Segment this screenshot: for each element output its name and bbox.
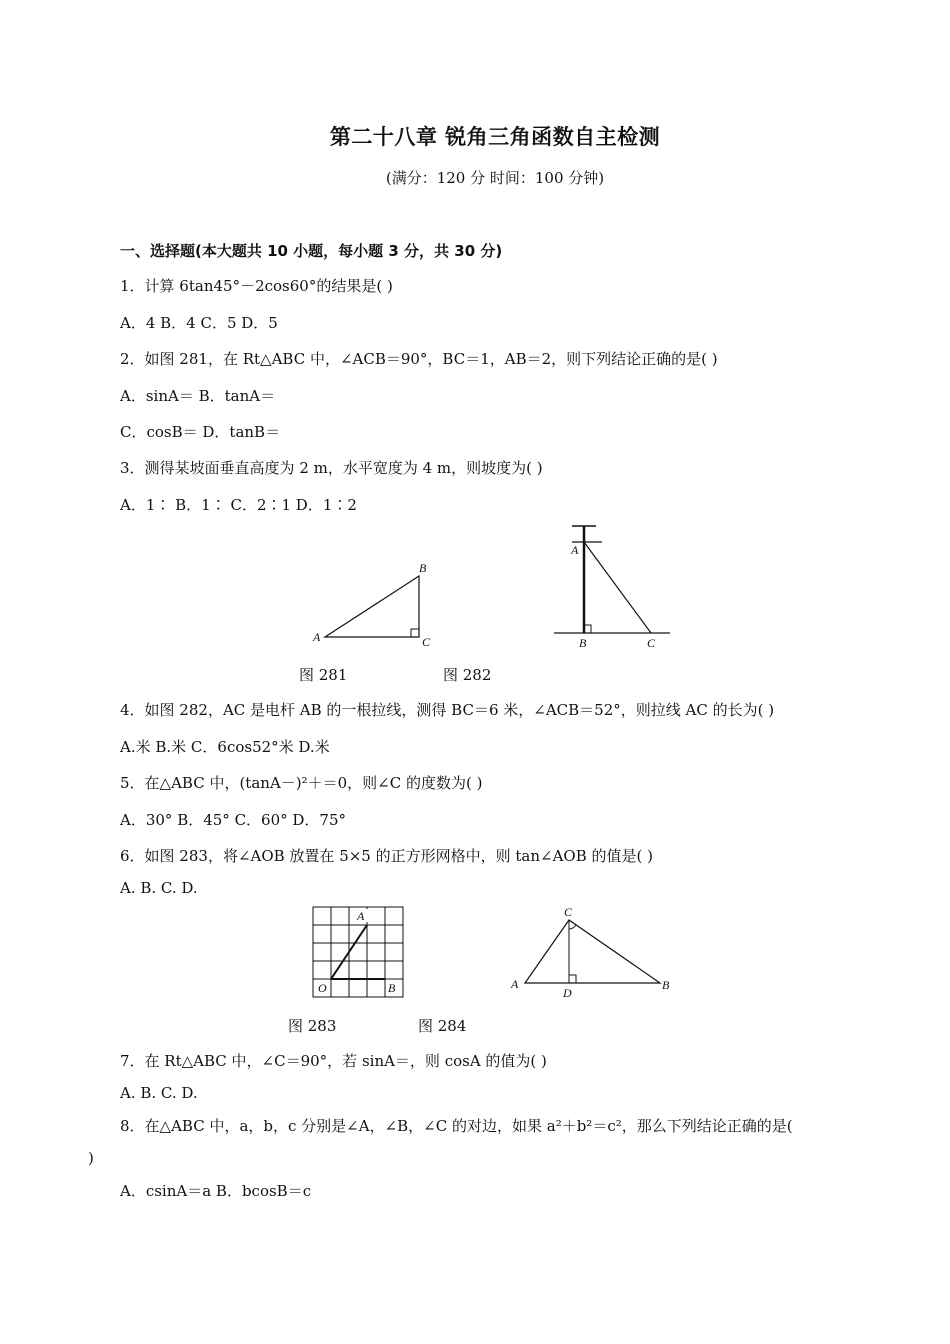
fig282-label-b: B — [579, 636, 587, 650]
fig282-label-a: A — [571, 543, 579, 557]
question-8: 8．在△ABC 中，a，b，c 分别是∠A，∠B，∠C 的对边，如果 a²＋b²＝c²，那么下列结论正确的是( — [120, 1117, 793, 1135]
question-6-options: A. B. C. D. — [120, 879, 198, 897]
figure-284 — [505, 900, 680, 1005]
question-4: 4．如图 282，AC 是电杆 AB 的一根拉线，测得 BC＝6 米，∠ACB＝52°，则拉线 AC 的长为( ) — [120, 701, 775, 719]
fig281-label-b: B — [419, 561, 427, 575]
section-heading: 一、选择题(本大题共 10 小题，每小题 3 分，共 30 分) — [120, 242, 503, 260]
figure-282 — [550, 520, 675, 655]
fig282-label-c: C — [647, 636, 656, 650]
question-5: 5．在△ABC 中，(tanA－)²＋＝0，则∠C 的度数为( ) — [120, 774, 483, 792]
fig284-label-b: B — [662, 978, 670, 992]
question-3: 3．测得某坡面垂直高度为 2 m，水平宽度为 4 m，则坡度为( ) — [120, 459, 543, 477]
fig284-label-c: C — [564, 905, 573, 919]
fig283-label-a: A — [357, 909, 365, 923]
question-2-options-ab: A．sinA＝ B．tanA＝ — [120, 387, 276, 405]
caption-282: 图 282 — [443, 666, 492, 684]
question-7: 7．在 Rt△ABC 中，∠C＝90°，若 sinA＝，则 cosA 的值为( ) — [120, 1052, 547, 1070]
figure-281 — [305, 555, 445, 655]
question-8-options: A．csinA＝a B．bcosB＝c — [120, 1182, 312, 1200]
fig284-label-d: D — [563, 986, 572, 1000]
question-8-bracket: ) — [88, 1149, 94, 1167]
question-2: 2．如图 281，在 Rt△ABC 中，∠ACB＝90°，BC＝1，AB＝2，则下列结论正确的是( ) — [120, 350, 718, 368]
question-5-options: A．30° B．45° C．60° D．75° — [120, 811, 347, 829]
caption-284: 图 284 — [418, 1017, 467, 1035]
question-3-options: A．1∶ B．1∶ C．2∶1 D．1∶2 — [120, 496, 357, 514]
caption-283: 图 283 — [288, 1017, 337, 1035]
figure-283 — [308, 902, 410, 1000]
question-4-options: A.米 B.米 C．6cos52°米 D.米 — [120, 738, 330, 756]
question-1: 1．计算 6tan45°－2cos60°的结果是( ) — [120, 277, 393, 295]
exam-info: (满分：120 分 时间：100 分钟) — [385, 169, 605, 187]
fig281-label-c: C — [422, 635, 431, 649]
fig281-label-a: A — [313, 630, 321, 644]
fig283-label-b: B — [388, 981, 396, 995]
question-1-options: A．4 B．4 C．5 D．5 — [120, 314, 278, 332]
caption-281: 图 281 — [299, 666, 348, 684]
page-title: 第二十八章 锐角三角函数自主检测 — [329, 125, 661, 149]
question-6: 6．如图 283，将∠AOB 放置在 5×5 的正方形网格中，则 tan∠AOB 的值是( ) — [120, 847, 653, 865]
question-7-options: A. B. C. D. — [120, 1084, 198, 1102]
fig283-label-o: O — [318, 981, 327, 995]
question-2-options-cd: C．cosB＝ D．tanB＝ — [120, 423, 281, 441]
fig284-label-a: A — [511, 977, 519, 991]
